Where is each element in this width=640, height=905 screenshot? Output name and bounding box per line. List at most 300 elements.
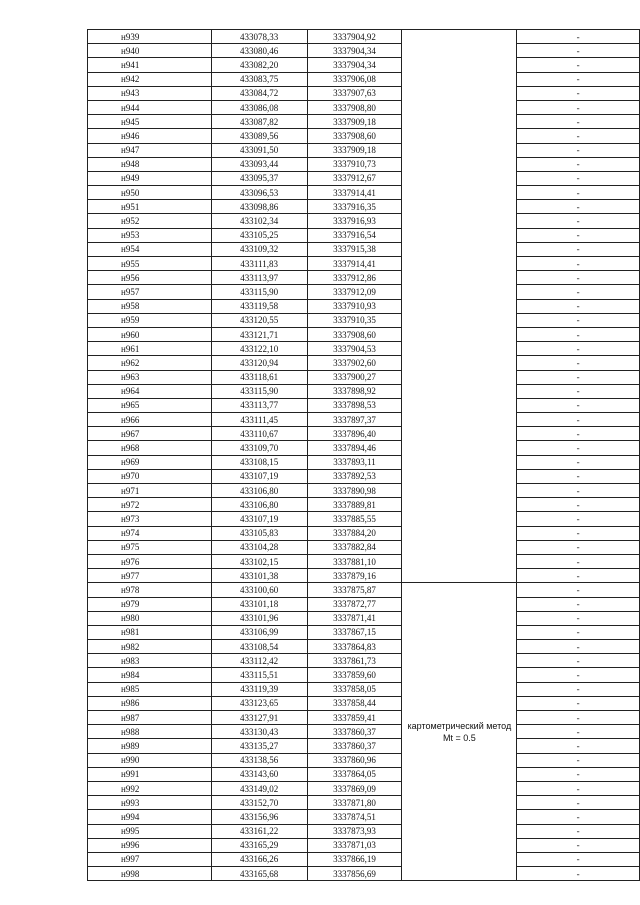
x-coordinate-cell: 433113,97: [211, 271, 307, 285]
table-row: [88, 129, 640, 143]
point-name-cell: н960: [88, 327, 212, 341]
precision-cell: -: [517, 824, 640, 838]
y-coordinate-cell: 3337910,73: [307, 157, 402, 171]
point-name-cell: н943: [88, 86, 212, 100]
table-row: [88, 838, 640, 852]
table-row: [88, 100, 640, 114]
point-name-cell: н987: [88, 711, 212, 725]
x-coordinate-cell: 433098,86: [211, 200, 307, 214]
y-coordinate-cell: 3337871,03: [307, 838, 402, 852]
point-name-cell: н971: [88, 484, 212, 498]
y-coordinate-cell: 3337908,60: [307, 129, 402, 143]
table-row: [88, 611, 640, 625]
y-coordinate-cell: 3337904,34: [307, 44, 402, 58]
coordinates-table: [87, 29, 640, 881]
y-coordinate-cell: 3337892,53: [307, 469, 402, 483]
precision-cell: -: [517, 313, 640, 327]
table-row: [88, 327, 640, 341]
precision-cell: -: [517, 569, 640, 583]
point-name-cell: н985: [88, 682, 212, 696]
y-coordinate-cell: 3337885,55: [307, 512, 402, 526]
x-coordinate-cell: 433127,91: [211, 711, 307, 725]
table-row: [88, 455, 640, 469]
table-row: [88, 398, 640, 412]
y-coordinate-cell: 3337890,98: [307, 484, 402, 498]
x-coordinate-cell: 433080,46: [211, 44, 307, 58]
x-coordinate-cell: 433100,60: [211, 583, 307, 597]
y-coordinate-cell: 3337897,37: [307, 413, 402, 427]
table-row: [88, 370, 640, 384]
point-name-cell: н951: [88, 200, 212, 214]
table-row: [88, 739, 640, 753]
y-coordinate-cell: 3337909,18: [307, 143, 402, 157]
x-coordinate-cell: 433083,75: [211, 72, 307, 86]
precision-cell: -: [517, 867, 640, 881]
precision-cell: -: [517, 668, 640, 682]
point-name-cell: н982: [88, 640, 212, 654]
y-coordinate-cell: 3337910,35: [307, 313, 402, 327]
x-coordinate-cell: 433089,56: [211, 129, 307, 143]
y-coordinate-cell: 3337909,18: [307, 115, 402, 129]
y-coordinate-cell: 3337866,19: [307, 852, 402, 866]
table-row: [88, 498, 640, 512]
point-name-cell: н946: [88, 129, 212, 143]
precision-cell: -: [517, 356, 640, 370]
precision-cell: -: [517, 72, 640, 86]
y-coordinate-cell: 3337873,93: [307, 824, 402, 838]
x-coordinate-cell: 433156,96: [211, 810, 307, 824]
table-row: [88, 242, 640, 256]
table-row: [88, 72, 640, 86]
point-name-cell: н957: [88, 285, 212, 299]
y-coordinate-cell: 3337904,92: [307, 30, 402, 44]
point-name-cell: н973: [88, 512, 212, 526]
y-coordinate-cell: 3337879,16: [307, 569, 402, 583]
table-row: [88, 753, 640, 767]
precision-cell: -: [517, 441, 640, 455]
precision-cell: -: [517, 370, 640, 384]
x-coordinate-cell: 433149,02: [211, 781, 307, 795]
precision-cell: -: [517, 484, 640, 498]
table-row: [88, 186, 640, 200]
x-coordinate-cell: 433152,70: [211, 796, 307, 810]
point-name-cell: н981: [88, 625, 212, 639]
y-coordinate-cell: 3337871,41: [307, 611, 402, 625]
y-coordinate-cell: 3337910,93: [307, 299, 402, 313]
x-coordinate-cell: 433165,29: [211, 838, 307, 852]
x-coordinate-cell: 433105,83: [211, 526, 307, 540]
point-name-cell: н980: [88, 611, 212, 625]
point-name-cell: н953: [88, 228, 212, 242]
x-coordinate-cell: 433108,54: [211, 640, 307, 654]
point-name-cell: н984: [88, 668, 212, 682]
precision-cell: -: [517, 838, 640, 852]
point-name-cell: н955: [88, 257, 212, 271]
precision-cell: -: [517, 725, 640, 739]
y-coordinate-cell: 3337916,93: [307, 214, 402, 228]
y-coordinate-cell: 3337875,87: [307, 583, 402, 597]
table-row: [88, 413, 640, 427]
table-row: [88, 484, 640, 498]
precision-cell: -: [517, 100, 640, 114]
point-name-cell: н990: [88, 753, 212, 767]
point-name-cell: н967: [88, 427, 212, 441]
point-name-cell: н954: [88, 242, 212, 256]
y-coordinate-cell: 3337908,60: [307, 327, 402, 341]
table-row: [88, 682, 640, 696]
y-coordinate-cell: 3337912,86: [307, 271, 402, 285]
point-name-cell: н944: [88, 100, 212, 114]
table-row: [88, 143, 640, 157]
y-coordinate-cell: 3337908,80: [307, 100, 402, 114]
table-row: [88, 512, 640, 526]
table-row: [88, 824, 640, 838]
table-row: [88, 867, 640, 881]
x-coordinate-cell: 433101,96: [211, 611, 307, 625]
x-coordinate-cell: 433112,42: [211, 654, 307, 668]
x-coordinate-cell: 433107,19: [211, 469, 307, 483]
method-cell: картометрический метод Mt = 0.5: [402, 583, 517, 881]
table-row: [88, 58, 640, 72]
precision-cell: -: [517, 781, 640, 795]
x-coordinate-cell: 433109,70: [211, 441, 307, 455]
point-name-cell: н950: [88, 186, 212, 200]
table-row: [88, 569, 640, 583]
y-coordinate-cell: 3337872,77: [307, 597, 402, 611]
point-name-cell: н948: [88, 157, 212, 171]
precision-cell: -: [517, 654, 640, 668]
precision-cell: -: [517, 228, 640, 242]
coordinates-table-body: [88, 30, 640, 881]
y-coordinate-cell: 3337915,38: [307, 242, 402, 256]
table-row: [88, 30, 640, 44]
precision-cell: -: [517, 767, 640, 781]
x-coordinate-cell: 433102,15: [211, 554, 307, 568]
table-row: [88, 285, 640, 299]
y-coordinate-cell: 3337916,35: [307, 200, 402, 214]
precision-cell: -: [517, 398, 640, 412]
x-coordinate-cell: 433138,56: [211, 753, 307, 767]
precision-cell: -: [517, 640, 640, 654]
precision-cell: -: [517, 512, 640, 526]
point-name-cell: н968: [88, 441, 212, 455]
precision-cell: -: [517, 214, 640, 228]
x-coordinate-cell: 433082,20: [211, 58, 307, 72]
point-name-cell: н997: [88, 852, 212, 866]
precision-cell: -: [517, 257, 640, 271]
point-name-cell: н962: [88, 356, 212, 370]
x-coordinate-cell: 433166,26: [211, 852, 307, 866]
point-name-cell: н945: [88, 115, 212, 129]
point-name-cell: н940: [88, 44, 212, 58]
y-coordinate-cell: 3337859,60: [307, 668, 402, 682]
x-coordinate-cell: 433084,72: [211, 86, 307, 100]
precision-cell: -: [517, 271, 640, 285]
precision-cell: -: [517, 143, 640, 157]
x-coordinate-cell: 433106,99: [211, 625, 307, 639]
x-coordinate-cell: 433078,33: [211, 30, 307, 44]
precision-cell: -: [517, 285, 640, 299]
y-coordinate-cell: 3337916,54: [307, 228, 402, 242]
precision-cell: -: [517, 200, 640, 214]
point-name-cell: н939: [88, 30, 212, 44]
y-coordinate-cell: 3337860,37: [307, 739, 402, 753]
y-coordinate-cell: 3337912,67: [307, 171, 402, 185]
table-row: [88, 796, 640, 810]
table-row: [88, 640, 640, 654]
table-row: [88, 554, 640, 568]
y-coordinate-cell: 3337907,63: [307, 86, 402, 100]
x-coordinate-cell: 433095,37: [211, 171, 307, 185]
y-coordinate-cell: 3337896,40: [307, 427, 402, 441]
precision-cell: -: [517, 554, 640, 568]
point-name-cell: н965: [88, 398, 212, 412]
table-row: [88, 313, 640, 327]
precision-cell: -: [517, 58, 640, 72]
point-name-cell: н969: [88, 455, 212, 469]
y-coordinate-cell: 3337859,41: [307, 711, 402, 725]
x-coordinate-cell: 433111,83: [211, 257, 307, 271]
x-coordinate-cell: 433106,80: [211, 484, 307, 498]
x-coordinate-cell: 433105,25: [211, 228, 307, 242]
table-row: [88, 725, 640, 739]
precision-cell: -: [517, 299, 640, 313]
x-coordinate-cell: 433123,65: [211, 696, 307, 710]
precision-cell: -: [517, 597, 640, 611]
y-coordinate-cell: 3337904,34: [307, 58, 402, 72]
table-row: [88, 228, 640, 242]
precision-cell: -: [517, 526, 640, 540]
point-name-cell: н963: [88, 370, 212, 384]
x-coordinate-cell: 433130,43: [211, 725, 307, 739]
y-coordinate-cell: 3337914,41: [307, 186, 402, 200]
x-coordinate-cell: 433119,58: [211, 299, 307, 313]
precision-cell: -: [517, 455, 640, 469]
point-name-cell: н970: [88, 469, 212, 483]
x-coordinate-cell: 433101,38: [211, 569, 307, 583]
y-coordinate-cell: 3337864,83: [307, 640, 402, 654]
point-name-cell: н978: [88, 583, 212, 597]
table-row: [88, 299, 640, 313]
x-coordinate-cell: 433101,18: [211, 597, 307, 611]
x-coordinate-cell: 433106,80: [211, 498, 307, 512]
point-name-cell: н976: [88, 554, 212, 568]
point-name-cell: н991: [88, 767, 212, 781]
table-row: [88, 668, 640, 682]
point-name-cell: н941: [88, 58, 212, 72]
precision-cell: -: [517, 796, 640, 810]
y-coordinate-cell: 3337889,81: [307, 498, 402, 512]
y-coordinate-cell: 3337861,73: [307, 654, 402, 668]
precision-cell: -: [517, 810, 640, 824]
y-coordinate-cell: 3337871,80: [307, 796, 402, 810]
y-coordinate-cell: 3337898,53: [307, 398, 402, 412]
precision-cell: -: [517, 86, 640, 100]
table-row: [88, 852, 640, 866]
point-name-cell: н958: [88, 299, 212, 313]
x-coordinate-cell: 433119,39: [211, 682, 307, 696]
point-name-cell: н998: [88, 867, 212, 881]
precision-cell: -: [517, 696, 640, 710]
x-coordinate-cell: 433091,50: [211, 143, 307, 157]
x-coordinate-cell: 433143,60: [211, 767, 307, 781]
point-name-cell: н983: [88, 654, 212, 668]
y-coordinate-cell: 3337902,60: [307, 356, 402, 370]
point-name-cell: н947: [88, 143, 212, 157]
table-row: [88, 271, 640, 285]
y-coordinate-cell: 3337864,05: [307, 767, 402, 781]
point-name-cell: н952: [88, 214, 212, 228]
x-coordinate-cell: 433115,51: [211, 668, 307, 682]
table-row: [88, 356, 640, 370]
precision-cell: -: [517, 186, 640, 200]
y-coordinate-cell: 3337893,11: [307, 455, 402, 469]
point-name-cell: н986: [88, 696, 212, 710]
x-coordinate-cell: 433104,28: [211, 540, 307, 554]
precision-cell: -: [517, 540, 640, 554]
x-coordinate-cell: 433120,55: [211, 313, 307, 327]
table-row: [88, 597, 640, 611]
precision-cell: -: [517, 342, 640, 356]
x-coordinate-cell: 433165,68: [211, 867, 307, 881]
precision-cell: -: [517, 30, 640, 44]
x-coordinate-cell: 433111,45: [211, 413, 307, 427]
x-coordinate-cell: 433113,77: [211, 398, 307, 412]
precision-cell: -: [517, 413, 640, 427]
table-row: [88, 441, 640, 455]
x-coordinate-cell: 433096,53: [211, 186, 307, 200]
table-row: [88, 384, 640, 398]
x-coordinate-cell: 433109,32: [211, 242, 307, 256]
table-row: [88, 427, 640, 441]
point-name-cell: н961: [88, 342, 212, 356]
table-row: [88, 711, 640, 725]
x-coordinate-cell: 433115,90: [211, 285, 307, 299]
table-row: [88, 625, 640, 639]
point-name-cell: н995: [88, 824, 212, 838]
table-row: [88, 526, 640, 540]
y-coordinate-cell: 3337900,27: [307, 370, 402, 384]
point-name-cell: н959: [88, 313, 212, 327]
x-coordinate-cell: 433120,94: [211, 356, 307, 370]
table-row: [88, 44, 640, 58]
x-coordinate-cell: 433161,22: [211, 824, 307, 838]
point-name-cell: н974: [88, 526, 212, 540]
table-row: [88, 214, 640, 228]
y-coordinate-cell: 3337858,05: [307, 682, 402, 696]
y-coordinate-cell: 3337874,51: [307, 810, 402, 824]
table-row: [88, 654, 640, 668]
precision-cell: -: [517, 625, 640, 639]
method-cell-empty: [402, 30, 517, 583]
table-row: [88, 469, 640, 483]
table-row: [88, 257, 640, 271]
point-name-cell: н975: [88, 540, 212, 554]
precision-cell: -: [517, 384, 640, 398]
table-row: [88, 810, 640, 824]
precision-cell: -: [517, 682, 640, 696]
precision-cell: -: [517, 157, 640, 171]
precision-cell: -: [517, 129, 640, 143]
y-coordinate-cell: 3337884,20: [307, 526, 402, 540]
precision-cell: -: [517, 427, 640, 441]
precision-cell: -: [517, 44, 640, 58]
x-coordinate-cell: 433102,34: [211, 214, 307, 228]
y-coordinate-cell: 3337860,96: [307, 753, 402, 767]
x-coordinate-cell: 433121,71: [211, 327, 307, 341]
x-coordinate-cell: 433135,27: [211, 739, 307, 753]
y-coordinate-cell: 3337894,46: [307, 441, 402, 455]
precision-cell: -: [517, 115, 640, 129]
table-row: [88, 342, 640, 356]
y-coordinate-cell: 3337867,15: [307, 625, 402, 639]
precision-cell: -: [517, 327, 640, 341]
x-coordinate-cell: 433122,10: [211, 342, 307, 356]
table-row: [88, 200, 640, 214]
y-coordinate-cell: 3337906,08: [307, 72, 402, 86]
point-name-cell: н992: [88, 781, 212, 795]
table-row: [88, 115, 640, 129]
y-coordinate-cell: 3337898,92: [307, 384, 402, 398]
table-row: [88, 696, 640, 710]
table-row: [88, 171, 640, 185]
y-coordinate-cell: 3337882,84: [307, 540, 402, 554]
precision-cell: -: [517, 498, 640, 512]
point-name-cell: н972: [88, 498, 212, 512]
precision-cell: -: [517, 753, 640, 767]
precision-cell: -: [517, 852, 640, 866]
point-name-cell: н996: [88, 838, 212, 852]
x-coordinate-cell: 433093,44: [211, 157, 307, 171]
y-coordinate-cell: 3337881,10: [307, 554, 402, 568]
table-row: [88, 157, 640, 171]
precision-cell: -: [517, 611, 640, 625]
y-coordinate-cell: 3337904,53: [307, 342, 402, 356]
x-coordinate-cell: 433086,08: [211, 100, 307, 114]
point-name-cell: н993: [88, 796, 212, 810]
point-name-cell: н966: [88, 413, 212, 427]
point-name-cell: н956: [88, 271, 212, 285]
y-coordinate-cell: 3337869,09: [307, 781, 402, 795]
table-row: [88, 781, 640, 795]
x-coordinate-cell: 433107,19: [211, 512, 307, 526]
table-row: [88, 540, 640, 554]
point-name-cell: н942: [88, 72, 212, 86]
x-coordinate-cell: 433108,15: [211, 455, 307, 469]
precision-cell: -: [517, 739, 640, 753]
y-coordinate-cell: 3337914,41: [307, 257, 402, 271]
precision-cell: -: [517, 583, 640, 597]
precision-cell: -: [517, 711, 640, 725]
y-coordinate-cell: 3337912,09: [307, 285, 402, 299]
point-name-cell: н989: [88, 739, 212, 753]
table-row: [88, 767, 640, 781]
precision-cell: -: [517, 171, 640, 185]
x-coordinate-cell: 433110,67: [211, 427, 307, 441]
precision-cell: -: [517, 242, 640, 256]
point-name-cell: н977: [88, 569, 212, 583]
y-coordinate-cell: 3337860,37: [307, 725, 402, 739]
table-row: [88, 86, 640, 100]
y-coordinate-cell: 3337856,69: [307, 867, 402, 881]
point-name-cell: н988: [88, 725, 212, 739]
y-coordinate-cell: 3337858,44: [307, 696, 402, 710]
precision-cell: -: [517, 469, 640, 483]
point-name-cell: н979: [88, 597, 212, 611]
x-coordinate-cell: 433118,61: [211, 370, 307, 384]
point-name-cell: н964: [88, 384, 212, 398]
x-coordinate-cell: 433087,82: [211, 115, 307, 129]
